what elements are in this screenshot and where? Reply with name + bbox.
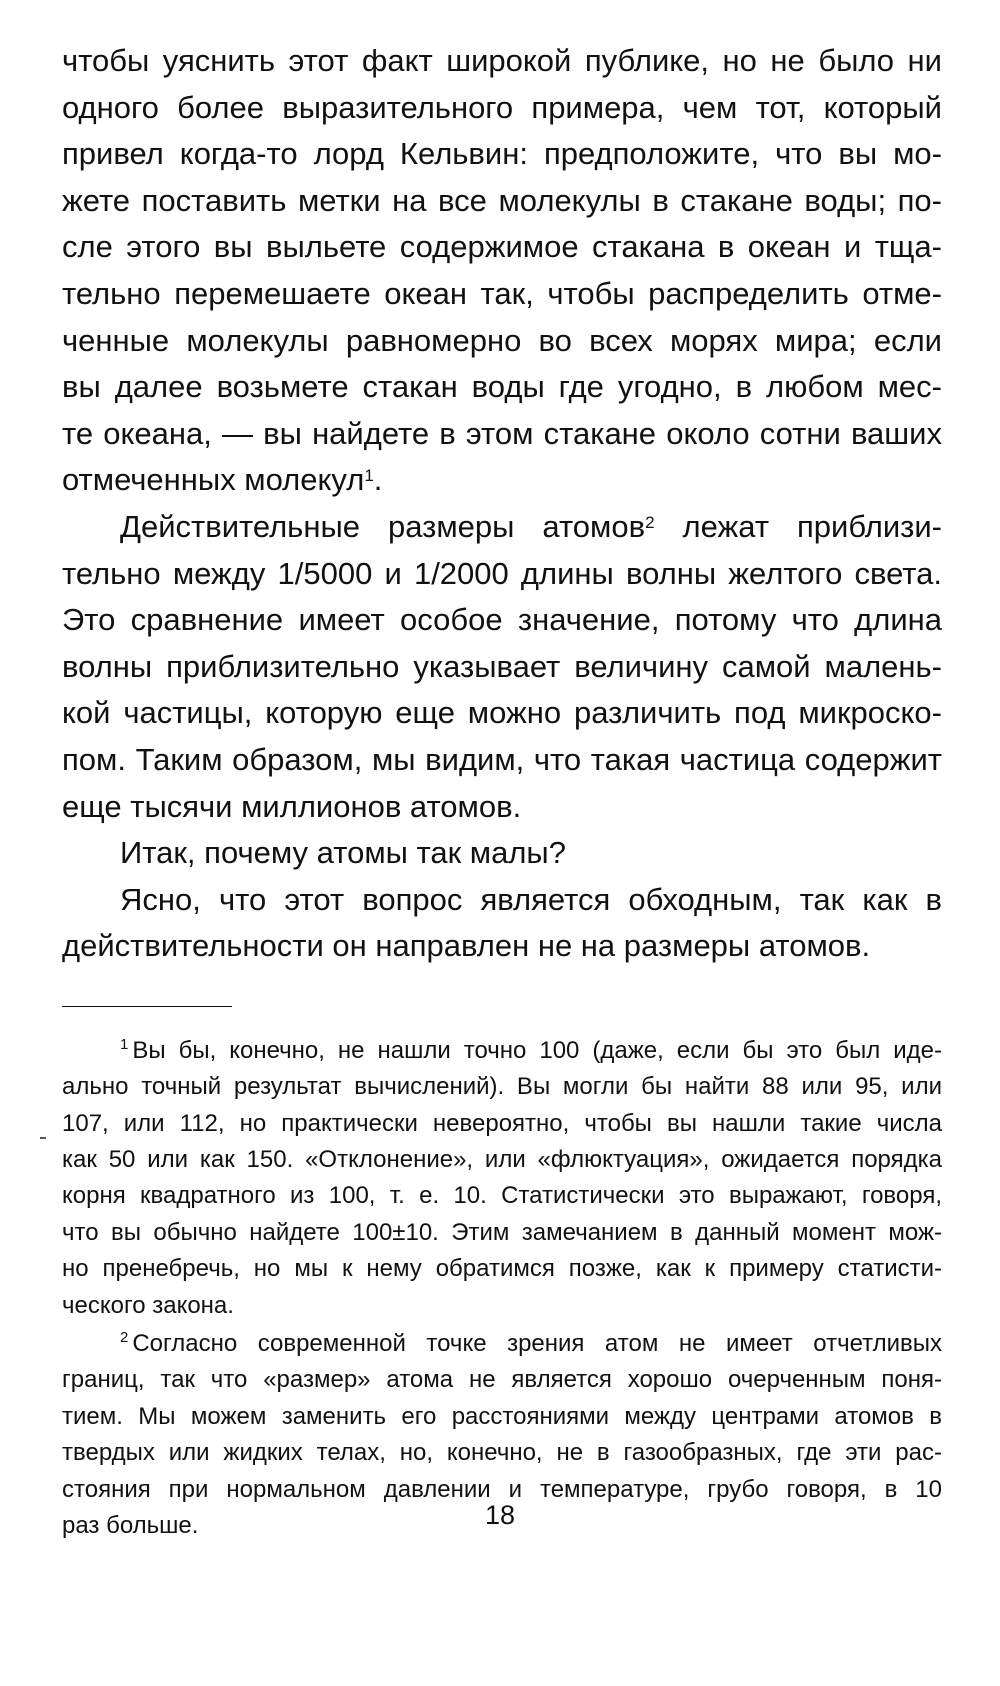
- text-line: кой частицы, которую еще можно различить под микроско-: [62, 695, 942, 731]
- text-line: Итак, почему атомы так малы?: [120, 835, 566, 871]
- text-line: волны приблизительно указывает величину самой малень-: [62, 648, 942, 684]
- footnote-line: ческого закона.: [62, 1291, 234, 1319]
- text-line: тельно перемешаете океан так, чтобы распределить отме-: [62, 275, 942, 311]
- footnote-1: [62, 1033, 942, 1324]
- main-text: [62, 38, 942, 970]
- text-line: [62, 504, 942, 551]
- text-fragment: лежат приблизи-: [654, 508, 942, 544]
- footnote-line: корня квадратного из 100, т. е. 10. Статистически это выражают, говоря,: [62, 1182, 942, 1210]
- footnote-number: 2: [120, 1329, 129, 1346]
- text-line: еще тысячи миллионов атомов.: [62, 788, 522, 824]
- scan-speck: [40, 1137, 46, 1139]
- text-fragment: Согласно современной точке зрения атом не имеет отчетливых: [132, 1330, 942, 1357]
- footnote-line: раз больше.: [62, 1511, 199, 1539]
- text-fragment: Вы бы, конечно, не нашли точно 100 (даже, если бы это был иде-: [132, 1036, 942, 1064]
- footnote-line: [62, 1326, 942, 1362]
- text-line: ченные молекулы равномерно во всех морях мира; если: [62, 322, 942, 358]
- footnote-line: 107, или 112, но практически невероятно, чтобы вы нашли такие числа: [62, 1109, 942, 1137]
- footnote-line: как 50 или как 150. «Отклонение», или «флюктуация», ожидается порядка: [62, 1146, 942, 1174]
- text-line: привел когда-то лорд Кельвин: предположите, что вы мо-: [62, 136, 942, 172]
- footnote-line: границ, так что «размер» атома не является хорошо очерченным поня-: [62, 1366, 942, 1394]
- paragraph-1: [62, 38, 942, 504]
- paragraph-2: [62, 504, 942, 830]
- paragraph-4: [62, 877, 942, 970]
- footnote-number: 1: [120, 1035, 129, 1053]
- footnote-line: что вы обычно найдете 100±10. Этим замечанием в данный момент мож-: [62, 1218, 942, 1246]
- text-line: чтобы уяснить этот факт широкой публике, но не было ни: [62, 43, 942, 78]
- page-content: [62, 38, 942, 1544]
- text-line: жете поставить метки на все молекулы в стакане воды; по-: [62, 182, 942, 218]
- text-line: тельно между 1/5000 и 1/2000 длины волны желтого света.: [62, 555, 942, 591]
- text-line: Это сравнение имеет особое значение, потому что длина: [62, 602, 942, 638]
- footnote-ref-1[interactable]: 1: [364, 466, 374, 486]
- text-fragment: Действительные размеры атомов: [120, 508, 646, 544]
- text-line: Ясно, что этот вопрос является обходным, так как в: [120, 881, 942, 917]
- text-line: [62, 457, 942, 504]
- footnote-line: стояния при нормальном давлении и температуре, грубо говоря, в 10: [62, 1475, 942, 1503]
- footnote-line: тием. Мы можем заменить его расстояниями между центрами атомов в: [62, 1402, 942, 1430]
- footnote-line: но пренебречь, но мы к нему обратимся позже, как к примеру статисти-: [62, 1255, 942, 1283]
- text-line: те океана, — вы найдете в этом стакане около сотни ваших: [62, 415, 942, 451]
- paragraph-3: [62, 830, 942, 877]
- footnote-line: [62, 1033, 942, 1069]
- text-fragment: отмеченных молекул: [62, 462, 365, 498]
- footnote-line: твердых или жидких телах, но, конечно, не в газообразных, где эти рас-: [62, 1439, 942, 1467]
- text-fragment: .: [373, 462, 383, 498]
- footnote-divider: [62, 1006, 232, 1007]
- text-line: вы далее возьмете стакан воды где угодно, в любом мес-: [62, 369, 942, 405]
- footnote-ref-2[interactable]: 2: [645, 512, 655, 532]
- text-line: одного более выразительного примера, чем тот, который: [62, 89, 942, 125]
- text-line: пом. Таким образом, мы видим, что такая частица содержит: [62, 741, 942, 777]
- page-number: 18: [484, 1500, 516, 1530]
- text-line: действительности он направлен не на размеры атомов.: [62, 928, 871, 964]
- footnotes: [62, 1033, 942, 1544]
- text-line: сле этого вы выльете содержимое стакана в океан и тща-: [62, 229, 942, 265]
- footnote-line: ально точный результат вычислений). Вы могли бы найти 88 или 95, или: [62, 1073, 942, 1101]
